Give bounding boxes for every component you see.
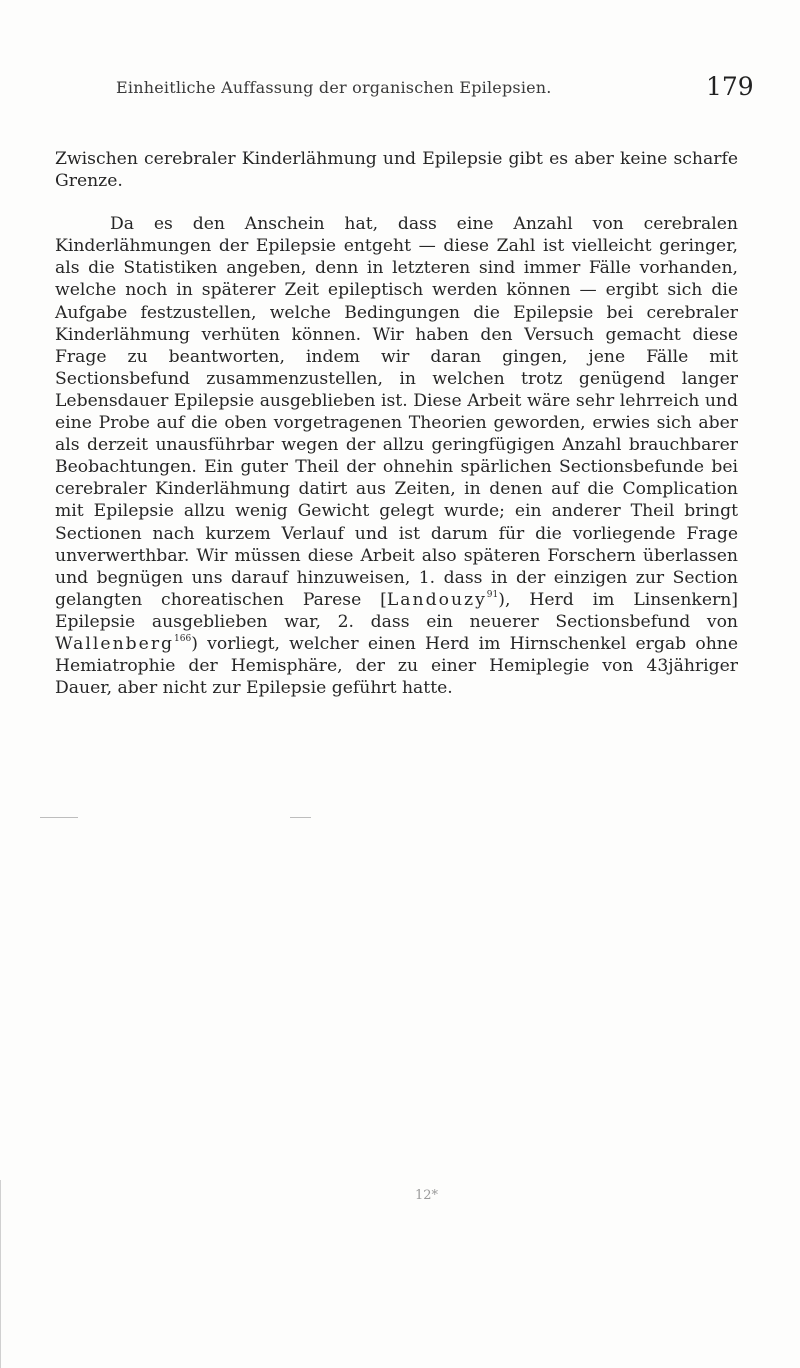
paragraph-2 bbox=[55, 213, 738, 699]
author-citation-landouzy: Landouzy bbox=[386, 589, 487, 610]
page-edge-line bbox=[0, 1180, 1, 1368]
paragraph-2-part-1: Da es den Anschein hat, dass eine Anzahl von cerebralen Kinderlähmungen der Epilepsie entgeht — diese Zahl ist vielleicht geringer, als die Statistiken angeben, denn in letzteren sind immer Fälle vorhanden, welche noch in späterer Zeit epileptisch werden können — ergibt sich die Aufgabe festzustellen, welche Bedingungen die Epilepsie bei cerebraler Kinderlähmung verhüten können. Wir haben den Versuch gemacht diese Frage zu beantworten, indem wir daran gingen, jene Fälle mit Sectionsbefund zusammenzustellen, in welchen trotz genügend langer Lebensdauer Epilepsie ausgeblieben ist. Diese Arbeit wäre sehr lehrreich und eine Probe auf die oben vorgetragenen Theorien geworden, erwies sich aber als derzeit unausführbar wegen der allzu geringfügigen Anzahl brauchbarer Beobachtungen. Ein guter Theil der ohnehin spärlichen Sectionsbefunde bei cerebraler Kinderlähmung datirt aus Zeiten, in denen auf die Complication mit Epilepsie allzu wenig Gewicht gelegt wurde; ein anderer Theil bringt Sectionen nach kurzem Verlauf und ist darum für die vorliegende Frage unverwerthbar. Wir müssen diese Arbeit also späteren Forschern überlassen und begnügen uns darauf hinzuweisen, 1. dass in der einzigen zur Section gelangten choreatischen Parese [ bbox=[55, 214, 738, 610]
paragraph-1: Zwischen cerebraler Kinderlähmung und Epilepsie gibt es aber keine scharfe Grenze. bbox=[55, 149, 738, 192]
paragraph-2-part-3: ) vorliegt, welcher einen Herd im Hirnschenkel ergab ohne Hemiatrophie der Hemisphäre, der zu einer Hemiplegie von 43jähriger Dauer, aber nicht zur Epilepsie geführt hatte. bbox=[55, 633, 738, 699]
separator-rule-right bbox=[290, 817, 311, 818]
running-head: Einheitliche Auffassung der organischen Epilepsien. bbox=[116, 78, 552, 97]
footnote-ref-166: 166 bbox=[174, 633, 192, 644]
paragraph-2-part-2: ), Herd im Linsenkern] Epilepsie ausgeblieben war, 2. dass ein neuerer Sectionsbefund von bbox=[55, 589, 738, 632]
author-citation-wallenberg: Wallenberg bbox=[55, 633, 175, 654]
paragraph-gap bbox=[55, 192, 738, 213]
footnote-ref-91: 91 bbox=[486, 589, 499, 600]
page-number: 179 bbox=[706, 72, 754, 101]
body-text bbox=[55, 148, 738, 699]
separator-rule-left bbox=[40, 817, 78, 818]
sheet-signature: 12* bbox=[415, 1188, 439, 1203]
